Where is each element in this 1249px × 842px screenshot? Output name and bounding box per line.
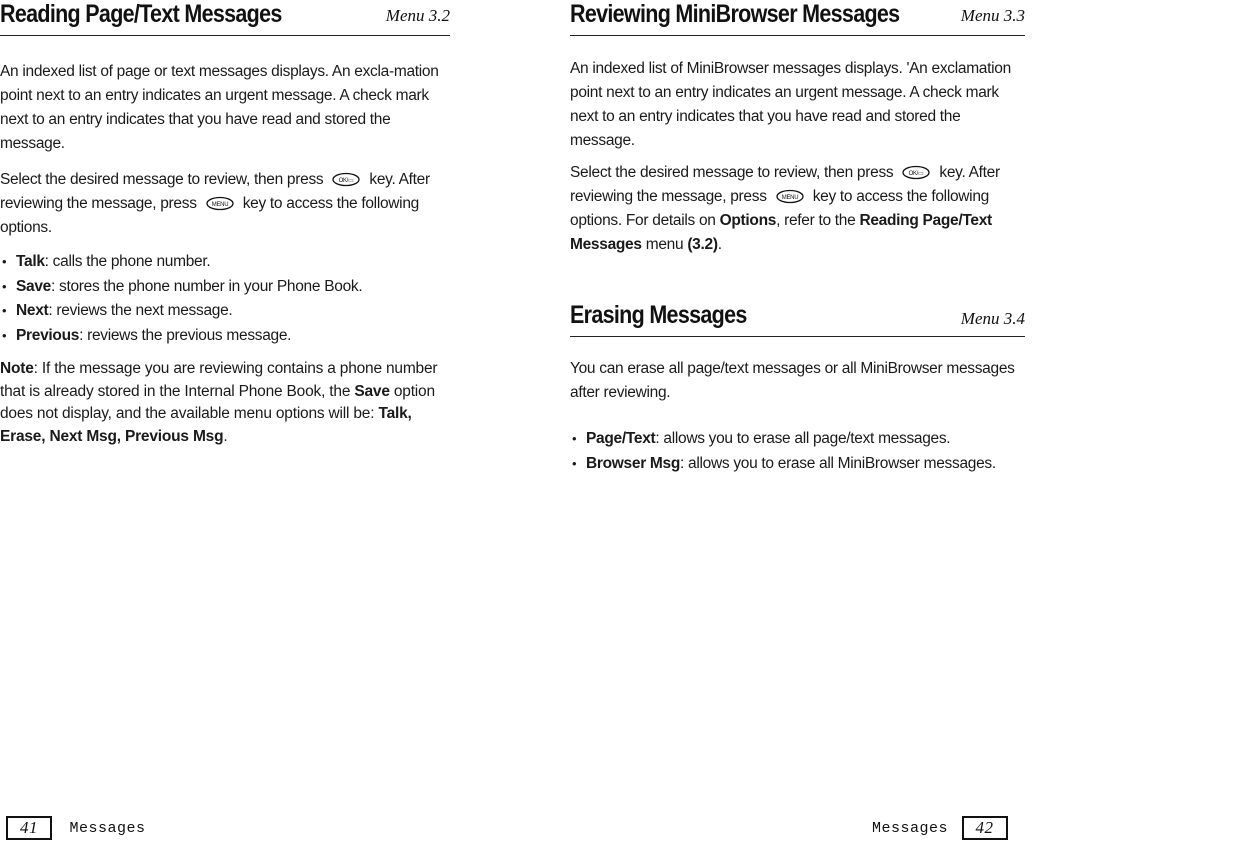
ok-key-icon [331, 172, 361, 187]
menu-key-icon [205, 196, 235, 211]
section-menu-reading: Menu 3.2 [385, 6, 450, 25]
page-number-left: 41 [6, 816, 52, 840]
reading-options-list [0, 250, 450, 348]
minibrowser-instructions: Select the desired message to review, then press OK/▭ key. After reviewing the message, press MENU key to access the following options. For details on Options, refer to the Reading Page/Text Messages menu (3.2). [570, 164, 1000, 253]
footer-left [6, 816, 146, 840]
after-text: After reviewing the message, press [0, 171, 430, 212]
section-title-reading: Reading Page/Text Messages [0, 0, 282, 28]
right-page [570, 0, 1025, 476]
after-key-text: key to access the following options. [0, 195, 419, 236]
erasing-intro: You can erase all page/text messages or all MiniBrowser messages after reviewing. [570, 360, 1015, 401]
svg-text:MENU: MENU [781, 195, 798, 202]
section-menu-erasing: Menu 3.4 [960, 309, 1025, 328]
svg-text:OK/▭: OK/▭ [338, 178, 354, 185]
select-key-text: key. [369, 171, 396, 188]
list-item: • Page/Text: allows you to erase all page/text messages. [570, 427, 1025, 452]
section-menu-minibrowser: Menu 3.3 [960, 6, 1025, 25]
minibrowser-intro: An indexed list of MiniBrowser messages displays. 'An exclamation point next to an entry indicates an urgent message. A check mark next to an entry indicates that you have read and stored the message. [570, 60, 1011, 149]
svg-text:MENU: MENU [211, 202, 228, 209]
left-page [0, 0, 450, 448]
footer-label-left: Messages [69, 819, 146, 837]
select-text: Select the desired message to review, then press [0, 171, 324, 188]
section-title-minibrowser: Reviewing MiniBrowser Messages [570, 0, 900, 28]
reading-instructions [0, 168, 450, 240]
footer-label-right: Messages [872, 819, 949, 837]
section-header-minibrowser [570, 0, 1025, 36]
list-item: • Talk: calls the phone number. [0, 250, 450, 275]
menu-key-icon [775, 189, 805, 204]
list-item: • Browser Msg: allows you to erase all MiniBrowser messages. [570, 452, 1025, 477]
section-title-erasing: Erasing Messages [570, 301, 747, 329]
ok-key-icon [901, 165, 931, 180]
list-item: • Previous: reviews the previous message. [0, 324, 450, 349]
page-number-right: 42 [962, 816, 1008, 840]
footer-right [872, 816, 1008, 840]
erasing-options-list [570, 427, 1025, 476]
reading-intro: An indexed list of page or text messages displays. An excla-mation point next to an entry indicates an urgent message. A check mark next to an entry indicates that you have read and stored the message. [0, 63, 439, 152]
section-header-reading [0, 0, 450, 36]
section-header-erasing [570, 301, 1025, 337]
list-item: • Next: reviews the next message. [0, 299, 450, 324]
svg-text:OK/▭: OK/▭ [908, 171, 924, 178]
reading-note: Note: If the message you are reviewing contains a phone number that is already stored in the Internal Phone Book, the Save option does not display, and the available menu options will be: Talk, Erase, Next Msg, Previous Msg. [0, 360, 438, 445]
list-item: • Save: stores the phone number in your Phone Book. [0, 275, 450, 300]
note-text: : If the message you are reviewing contains a phone number that is already stored in the Internal Phone Book, the [0, 360, 438, 400]
